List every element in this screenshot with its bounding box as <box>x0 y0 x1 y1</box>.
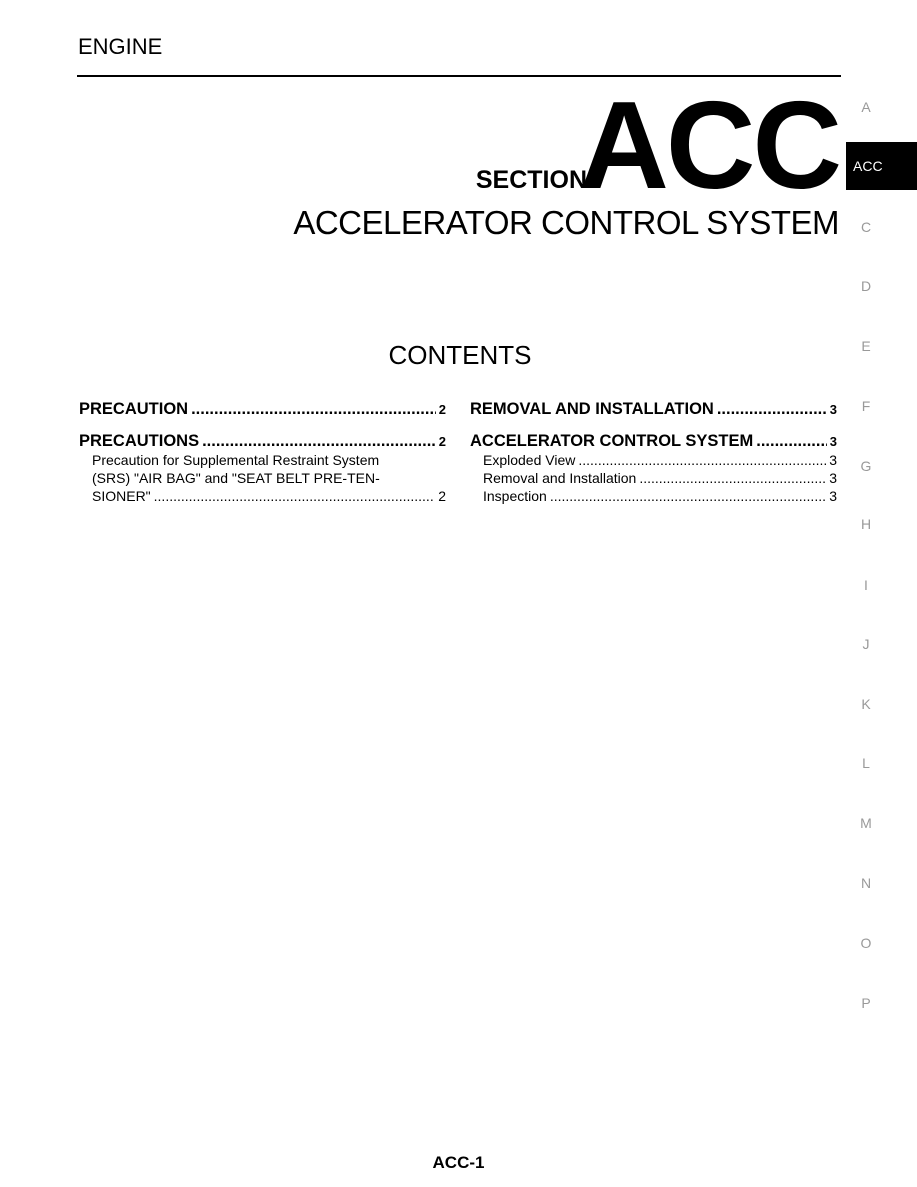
toc-entry-page: 3 <box>829 402 837 417</box>
toc-entry-precaution[interactable] <box>79 399 446 419</box>
toc-subentry-page: 2 <box>438 488 446 504</box>
side-tab-l[interactable]: L <box>862 755 870 771</box>
side-tab-j[interactable]: J <box>862 636 870 652</box>
toc-entry-accelerator-control-system[interactable] <box>470 431 837 451</box>
side-tab-p[interactable]: P <box>861 995 871 1011</box>
toc-leader-dots <box>756 431 827 451</box>
section-title: ACCELERATOR CONTROL SYSTEM <box>293 204 839 241</box>
header-title: ENGINE <box>78 34 163 59</box>
toc-subentry-page: 3 <box>829 452 837 468</box>
toc-subentry-inspection[interactable] <box>470 487 837 505</box>
side-tab-f[interactable]: F <box>861 398 871 414</box>
side-tab-g[interactable]: G <box>860 458 872 474</box>
side-tab-m[interactable]: M <box>860 815 872 831</box>
section-code: ACC <box>579 77 839 215</box>
toc-leader-dots <box>578 451 826 469</box>
page-number: ACC-1 <box>432 1153 485 1172</box>
toc-subentry-removal-and-installation[interactable] <box>470 469 837 487</box>
toc-entry-title: PRECAUTIONS <box>79 432 200 450</box>
toc-subentry-title: Inspection <box>483 488 547 504</box>
toc-entry-page: 2 <box>438 434 446 449</box>
toc-leader-dots <box>550 487 826 505</box>
toc-entry-precautions[interactable] <box>79 431 446 451</box>
side-tab-d[interactable]: D <box>860 278 872 294</box>
toc-entry-title: ACCELERATOR CONTROL SYSTEM <box>470 432 754 450</box>
toc-entry-removal[interactable] <box>470 399 837 419</box>
toc-leader-dots <box>154 487 436 505</box>
side-tab-acc-active[interactable] <box>846 142 917 190</box>
toc-subentry-title: Exploded View <box>483 452 576 468</box>
side-tab-o[interactable]: O <box>860 935 872 951</box>
side-tab-h[interactable]: H <box>860 516 872 532</box>
toc-subentry-exploded-view[interactable] <box>470 451 837 469</box>
toc-subentry-title: Removal and Installation <box>483 470 637 486</box>
side-tab-a[interactable]: A <box>861 99 871 115</box>
side-tab-label: ACC <box>853 158 883 174</box>
side-tab-c[interactable]: C <box>860 219 872 235</box>
toc-subentry-page: 3 <box>829 488 837 504</box>
contents-title: CONTENTS <box>388 340 532 370</box>
toc-subentry-line[interactable]: (SRS) "AIR BAG" and "SEAT BELT PRE-TEN- <box>92 470 380 486</box>
toc-leader-dots <box>717 399 827 419</box>
toc-left-column <box>79 399 446 505</box>
toc-subentry-srs[interactable] <box>79 487 446 505</box>
toc-entry-page: 3 <box>829 434 837 449</box>
toc-entry-title: REMOVAL AND INSTALLATION <box>470 400 714 418</box>
toc-leader-dots <box>202 431 436 451</box>
toc-subentry-line[interactable]: Precaution for Supplemental Restraint System <box>92 452 380 468</box>
toc-subentry-title: SIONER" <box>92 488 151 504</box>
toc-entry-title: PRECAUTION <box>79 400 189 418</box>
side-tab-e[interactable]: E <box>861 338 871 354</box>
side-tab-n[interactable]: N <box>860 875 872 891</box>
side-tab-k[interactable]: K <box>861 696 871 712</box>
toc-leader-dots <box>191 399 436 419</box>
section-label: SECTION <box>475 166 587 194</box>
toc-entry-page: 2 <box>438 402 446 417</box>
side-tab-i[interactable]: I <box>864 577 868 593</box>
toc-right-column <box>470 399 837 505</box>
toc-leader-dots <box>639 469 826 487</box>
toc-subentry-page: 3 <box>829 470 837 486</box>
